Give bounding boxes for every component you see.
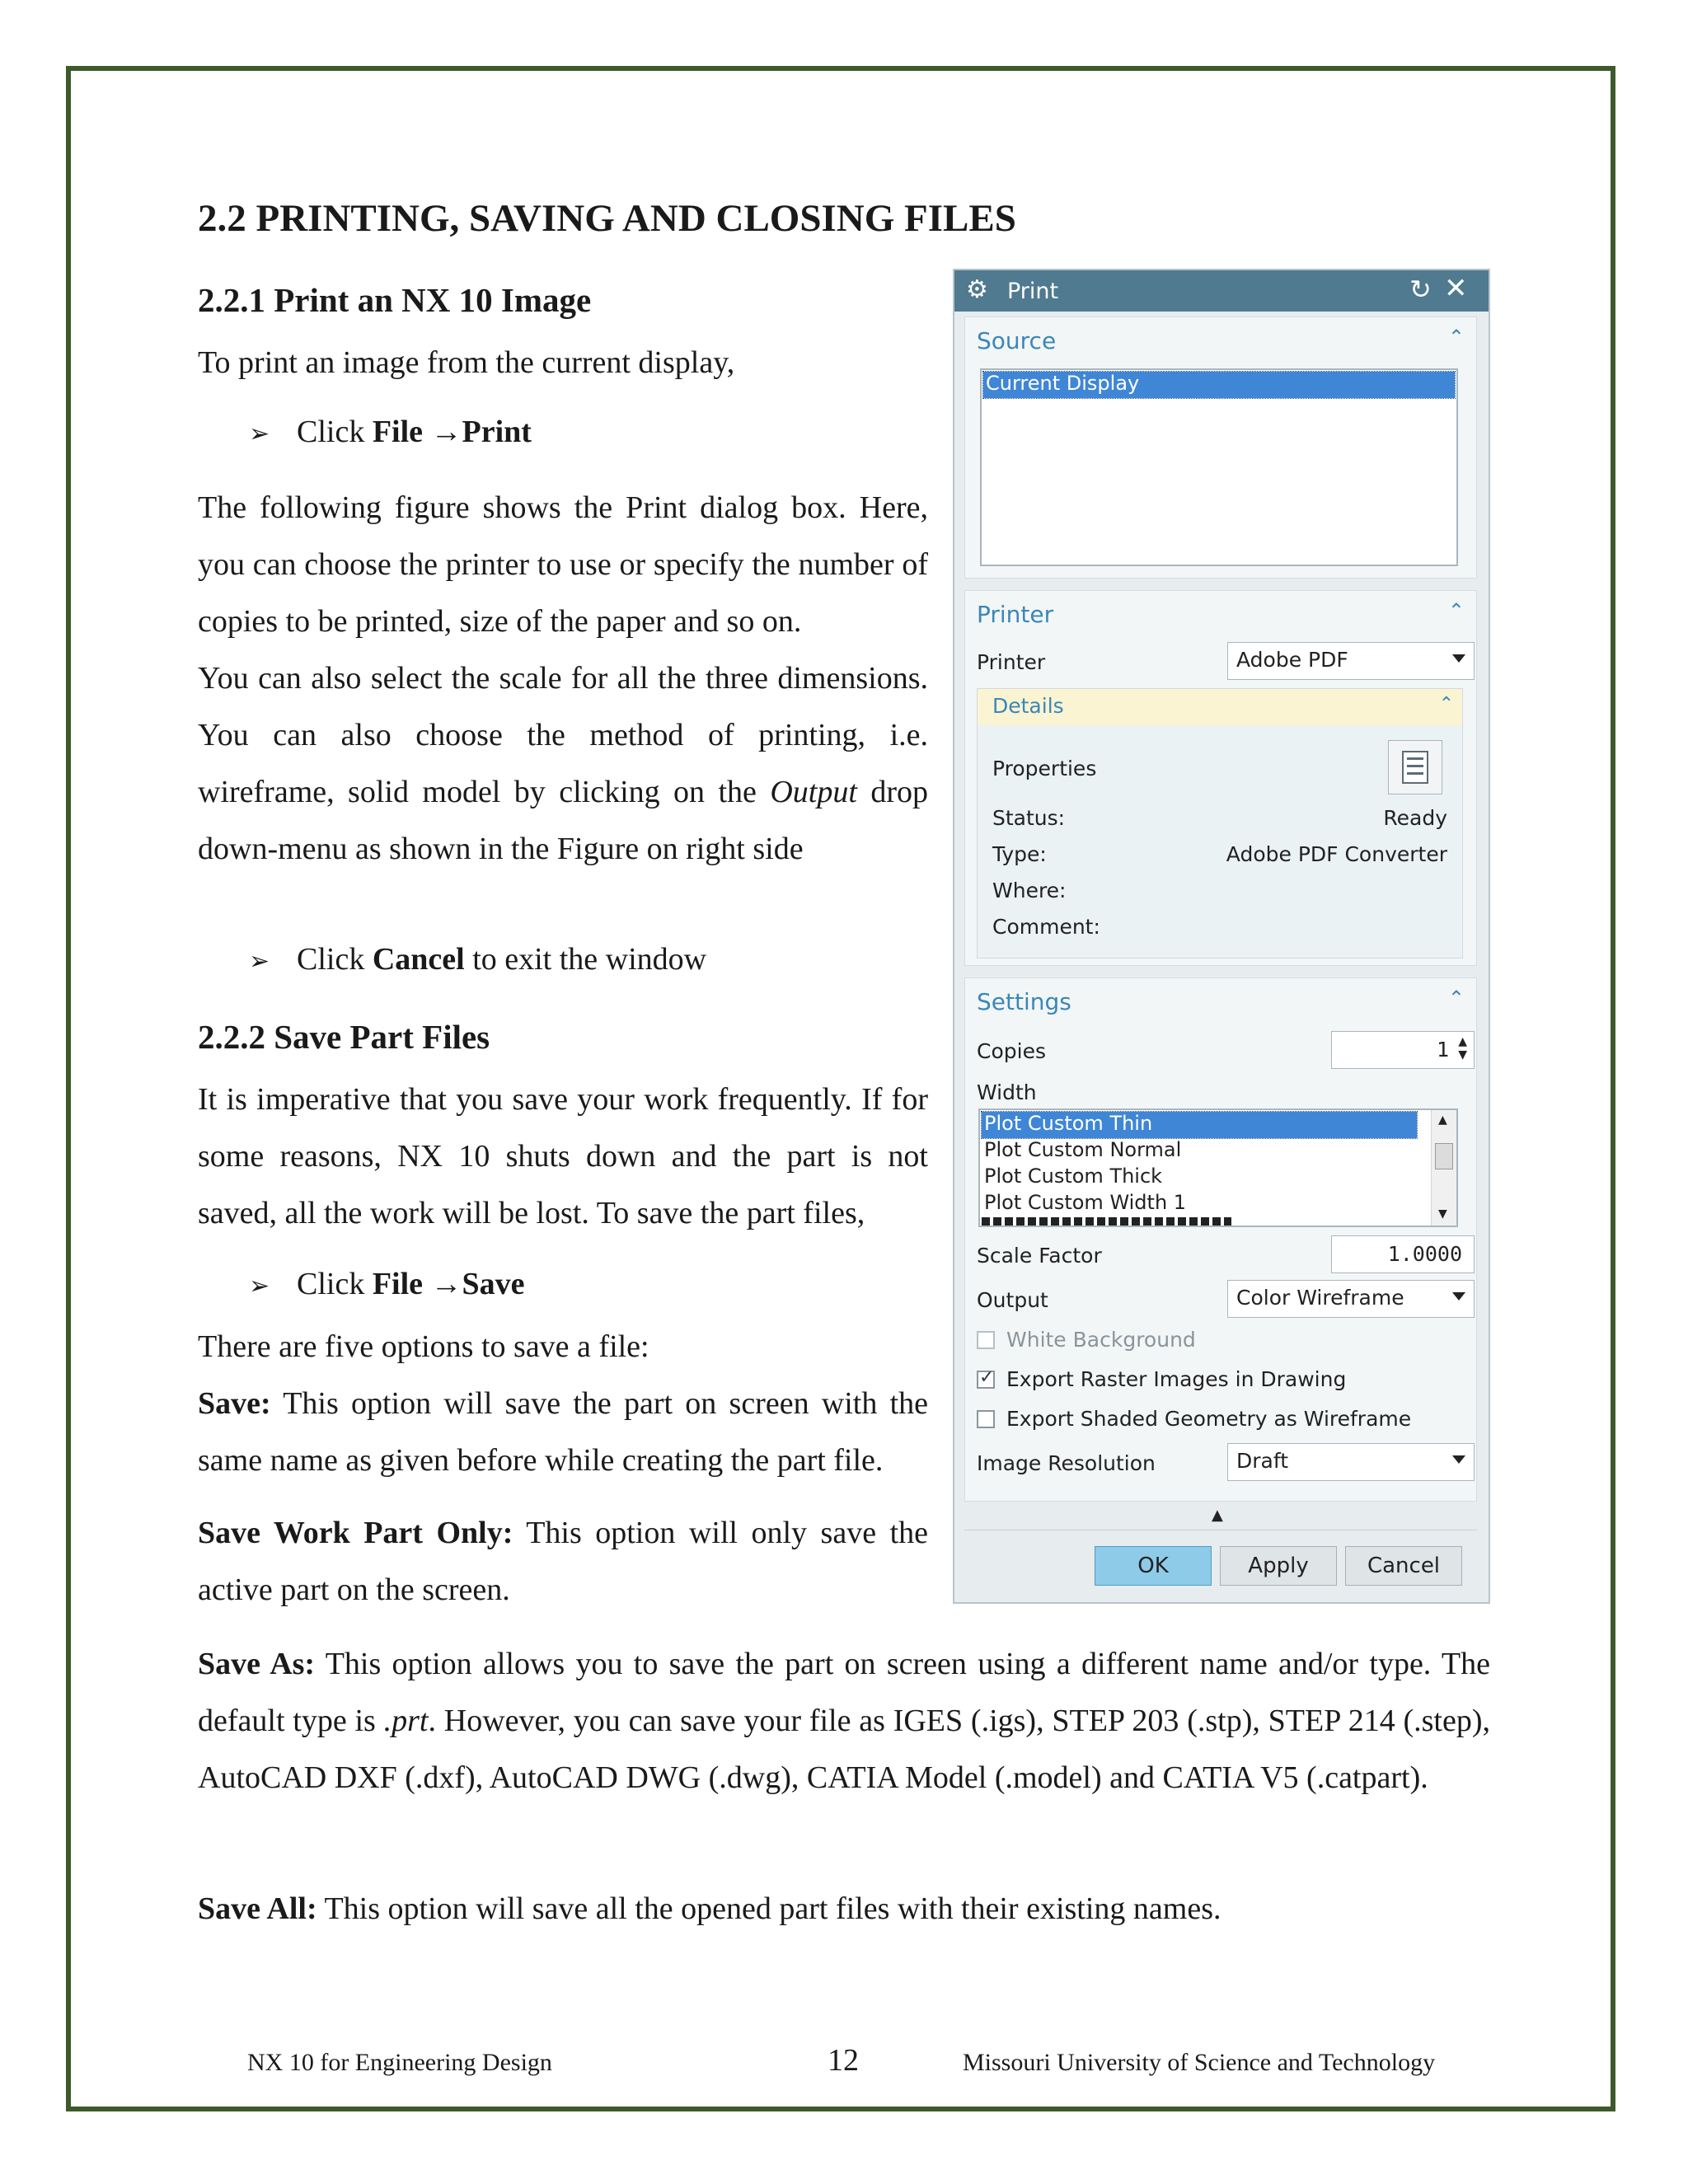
close-icon[interactable]: ✕: [1444, 272, 1468, 305]
save-options-intro: There are five options to save a file:: [198, 1329, 649, 1364]
ok-button[interactable]: OK: [1095, 1546, 1212, 1586]
bullet-file-print: ➢ Click File →Print: [249, 415, 532, 449]
width-list-scrollbar[interactable]: [1431, 1110, 1456, 1226]
subsection-title-save: 2.2.2 Save Part Files: [198, 1018, 490, 1056]
width-list-item[interactable]: Plot Custom Thin: [982, 1112, 1417, 1138]
dialog-title-bar: [954, 270, 1489, 312]
footer-right: Missouri University of Science and Technology: [963, 2049, 1436, 2076]
status-label: Status:: [992, 806, 1066, 830]
printer-section-header[interactable]: Printer: [977, 601, 1054, 628]
image-resolution-select[interactable]: Draft: [1227, 1443, 1475, 1481]
printer-panel: [964, 590, 1477, 966]
copies-label: Copies: [977, 1039, 1046, 1063]
save-description: Save: This option will save the part on screen with the same name as given before while creating the part file.: [198, 1386, 928, 1478]
save-work-part-description: Save Work Part Only: This option will only save the active part on the screen.: [198, 1516, 928, 1607]
width-list[interactable]: [978, 1108, 1458, 1227]
save-as-description: Save As: This option allows you to save the part on screen using a different name and/or type. The default type is .prt. However, you can save your file as IGES (.igs), STEP 203 (.stp), STEP 214 (.step), AutoCAD DXF (.dxf), AutoCAD DWG (.dwg), CATIA Model (.model) and CATIA V5 (.catpart).: [198, 1647, 1490, 1795]
save-all-description: Save All: This option will save all the opened part files with their existing names.: [198, 1891, 1221, 1926]
scale-factor-label: Scale Factor: [977, 1244, 1102, 1268]
chevron-up-icon: ⌃: [1438, 694, 1454, 715]
print-intro: To print an image from the current display,: [198, 345, 735, 380]
apply-button[interactable]: Apply: [1220, 1546, 1337, 1586]
export-raster-checkbox[interactable]: [977, 1367, 995, 1389]
copies-stepper[interactable]: 1 ▲ ▼: [1331, 1031, 1475, 1069]
stepper-arrows-icon[interactable]: ▲ ▼: [1458, 1035, 1467, 1062]
source-panel: [964, 316, 1477, 579]
print-paragraph-1: The following figure shows the Print dialog box. Here, you can choose the printer to use or specify the number of copies to be printed, size of the paper and so on.: [198, 490, 928, 639]
settings-section-header[interactable]: Settings: [977, 988, 1071, 1015]
printer-select[interactable]: Adobe PDF: [1227, 642, 1475, 680]
bullet-cancel: ➢ Click Cancel to exit the window: [249, 942, 707, 977]
export-shaded-checkbox[interactable]: [977, 1410, 995, 1428]
export-raster-label: Export Raster Images in Drawing: [1006, 1367, 1347, 1391]
printer-label: Printer: [977, 650, 1046, 674]
comment-label: Comment:: [992, 915, 1100, 939]
gear-icon: ⚙: [966, 275, 988, 304]
settings-panel: [964, 977, 1477, 1502]
image-resolution-label: Image Resolution: [977, 1451, 1156, 1475]
source-list[interactable]: [980, 368, 1458, 566]
chevron-down-icon: [1452, 654, 1465, 663]
output-select[interactable]: Color Wireframe: [1227, 1280, 1475, 1318]
cancel-button[interactable]: Cancel: [1345, 1546, 1462, 1586]
details-subpanel: [977, 688, 1463, 958]
output-label: Output: [977, 1288, 1048, 1312]
scale-factor-input[interactable]: 1.0000: [1331, 1235, 1475, 1273]
properties-label: Properties: [992, 757, 1097, 780]
scroll-down-icon[interactable]: ▼: [1438, 1207, 1447, 1221]
print-paragraph-2: You can also select the scale for all the three dimensions. You can also choose the method of printing, i.e. wireframe, solid model by clicking on the Output drop down-menu as shown in the Figure on right side: [198, 661, 928, 866]
white-background-checkbox[interactable]: [977, 1331, 995, 1349]
arrow-bullet-icon: ➢: [249, 947, 270, 976]
dialog-title: Print: [1007, 279, 1059, 304]
export-shaded-label: Export Shaded Geometry as Wireframe: [1006, 1407, 1412, 1431]
white-background-label: White Background: [1006, 1328, 1196, 1352]
width-list-item[interactable]: Plot Custom Thick: [984, 1165, 1163, 1188]
details-header[interactable]: Details ⌃: [978, 689, 1462, 725]
bullet-file-save: ➢ Click File →Save: [249, 1267, 525, 1301]
arrow-bullet-icon: ➢: [249, 1272, 270, 1301]
section-title: 2.2 PRINTING, SAVING AND CLOSING FILES: [198, 197, 1016, 240]
subsection-title-print: 2.2.1 Print an NX 10 Image: [198, 281, 592, 319]
arrow-bullet-icon: ➢: [249, 419, 270, 448]
scroll-up-icon[interactable]: ▲: [1438, 1113, 1447, 1127]
where-label: Where:: [992, 879, 1067, 902]
print-dialog: [953, 269, 1490, 1604]
status-value: Ready: [1383, 806, 1447, 830]
source-section-header[interactable]: Source: [977, 327, 1057, 354]
chevron-down-icon: [1452, 1455, 1465, 1464]
footer-left: NX 10 for Engineering Design: [247, 2049, 552, 2076]
width-list-item[interactable]: Plot Custom Normal: [984, 1138, 1182, 1161]
save-paragraph: It is imperative that you save your work frequently. If for some reasons, NX 10 shuts down and the part is not saved, all the work will be lost. To save the part files,: [198, 1082, 928, 1230]
type-label: Type:: [992, 842, 1047, 866]
checkmark-icon: ✓: [979, 1367, 995, 1388]
scroll-thumb[interactable]: [1435, 1143, 1453, 1169]
chevron-up-icon[interactable]: ⌃: [1447, 326, 1465, 349]
chevron-down-icon: [1452, 1292, 1465, 1301]
width-list-item[interactable]: Plot Custom Width 1: [984, 1191, 1187, 1214]
width-label: Width: [977, 1080, 1037, 1104]
collapse-arrow-icon[interactable]: ▲: [1212, 1507, 1223, 1524]
page-number: 12: [828, 2043, 859, 2078]
properties-icon[interactable]: [1388, 740, 1442, 794]
chevron-up-icon[interactable]: ⌃: [1447, 599, 1465, 622]
source-list-item[interactable]: Current Display: [983, 372, 1455, 398]
chevron-up-icon[interactable]: ⌃: [1447, 987, 1465, 1010]
width-list-item-partial: [982, 1217, 1231, 1227]
reset-icon[interactable]: ↻: [1409, 274, 1432, 305]
type-value: Adobe PDF Converter: [1226, 842, 1447, 866]
